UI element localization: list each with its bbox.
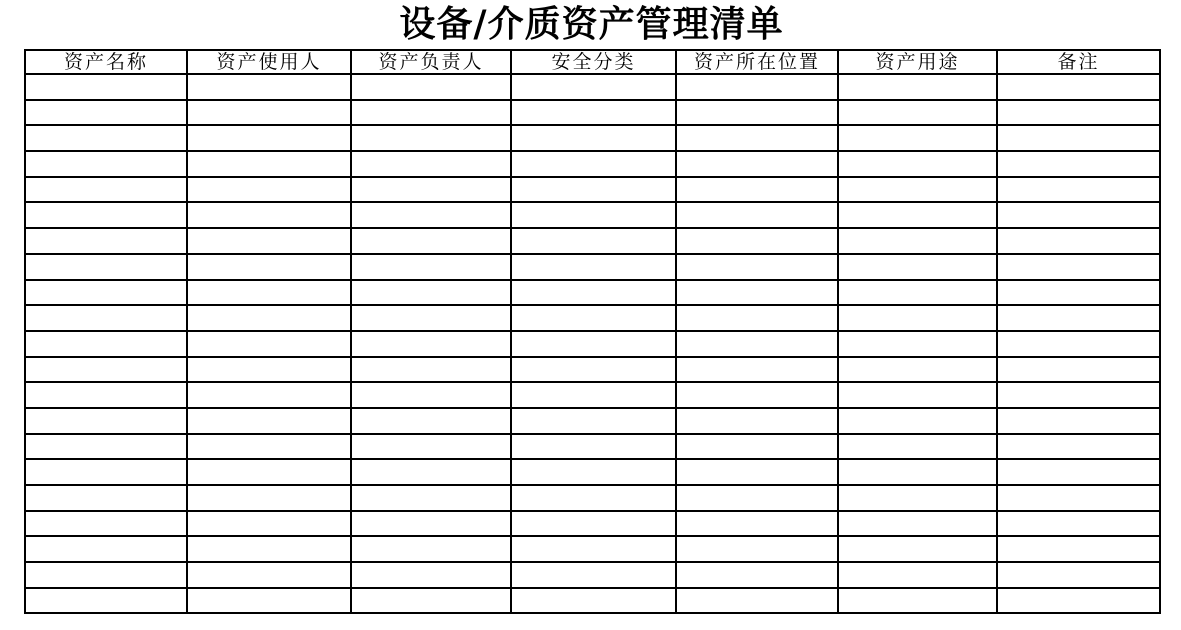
table-cell[interactable] — [838, 280, 997, 306]
table-cell[interactable] — [351, 202, 511, 228]
table-cell[interactable] — [838, 459, 997, 485]
table-cell[interactable] — [187, 562, 351, 588]
column-header-asset-location: 资产所在位置 — [676, 50, 838, 74]
table-cell[interactable] — [187, 536, 351, 562]
table-cell[interactable] — [838, 485, 997, 511]
column-header-asset-name: 资产名称 — [25, 50, 187, 74]
table-cell[interactable] — [187, 434, 351, 460]
table-cell[interactable] — [511, 100, 676, 126]
table-cell[interactable] — [997, 485, 1160, 511]
table-cell[interactable] — [838, 357, 997, 383]
table-cell[interactable] — [187, 202, 351, 228]
table-cell[interactable] — [997, 74, 1160, 100]
table-cell[interactable] — [838, 536, 997, 562]
table-cell[interactable] — [838, 562, 997, 588]
table-cell[interactable] — [511, 382, 676, 408]
table-row — [25, 382, 1160, 408]
table-row — [25, 511, 1160, 537]
table-cell[interactable] — [997, 562, 1160, 588]
table-cell[interactable] — [511, 280, 676, 306]
table-cell[interactable] — [25, 434, 187, 460]
table-cell[interactable] — [187, 382, 351, 408]
table-cell[interactable] — [676, 305, 838, 331]
table-cell[interactable] — [676, 511, 838, 537]
table-row — [25, 434, 1160, 460]
table-cell[interactable] — [676, 280, 838, 306]
column-header-security-classification: 安全分类 — [511, 50, 676, 74]
table-cell[interactable] — [676, 74, 838, 100]
table-row — [25, 357, 1160, 383]
table-cell[interactable] — [25, 280, 187, 306]
table-cell[interactable] — [351, 511, 511, 537]
table-cell[interactable] — [997, 459, 1160, 485]
table-row — [25, 485, 1160, 511]
table-cell[interactable] — [351, 280, 511, 306]
table-cell[interactable] — [351, 434, 511, 460]
table-cell[interactable] — [511, 562, 676, 588]
table-cell[interactable] — [511, 177, 676, 203]
table-cell[interactable] — [838, 331, 997, 357]
table-cell[interactable] — [351, 177, 511, 203]
table-cell[interactable] — [187, 74, 351, 100]
table-cell[interactable] — [511, 125, 676, 151]
table-cell[interactable] — [187, 151, 351, 177]
table-cell[interactable] — [676, 408, 838, 434]
table-cell[interactable] — [676, 562, 838, 588]
table-cell[interactable] — [351, 588, 511, 614]
table-cell[interactable] — [25, 459, 187, 485]
table-cell[interactable] — [25, 536, 187, 562]
table-cell[interactable] — [676, 177, 838, 203]
table-cell[interactable] — [511, 357, 676, 383]
table-cell[interactable] — [187, 588, 351, 614]
table-cell[interactable] — [838, 202, 997, 228]
table-cell[interactable] — [187, 254, 351, 280]
table-cell[interactable] — [676, 228, 838, 254]
table-cell[interactable] — [351, 485, 511, 511]
table-cell[interactable] — [25, 100, 187, 126]
table-cell[interactable] — [997, 331, 1160, 357]
table-cell[interactable] — [187, 459, 351, 485]
table-cell[interactable] — [351, 408, 511, 434]
table-cell[interactable] — [351, 536, 511, 562]
table-cell[interactable] — [997, 280, 1160, 306]
table-row — [25, 536, 1160, 562]
table-cell[interactable] — [25, 151, 187, 177]
table-row — [25, 151, 1160, 177]
table-cell[interactable] — [838, 434, 997, 460]
table-cell[interactable] — [511, 202, 676, 228]
table-row — [25, 459, 1160, 485]
table-cell[interactable] — [997, 125, 1160, 151]
table-row — [25, 100, 1160, 126]
table-row — [25, 254, 1160, 280]
table-cell[interactable] — [351, 305, 511, 331]
table-cell[interactable] — [511, 228, 676, 254]
table-row — [25, 331, 1160, 357]
table-cell[interactable] — [838, 254, 997, 280]
table-cell[interactable] — [187, 305, 351, 331]
table-row — [25, 74, 1160, 100]
table-cell[interactable] — [25, 485, 187, 511]
table-cell[interactable] — [676, 434, 838, 460]
table-cell[interactable] — [187, 177, 351, 203]
table-row — [25, 125, 1160, 151]
table-cell[interactable] — [997, 382, 1160, 408]
table-cell[interactable] — [676, 254, 838, 280]
table-cell[interactable] — [187, 280, 351, 306]
table-cell[interactable] — [838, 305, 997, 331]
table-row — [25, 408, 1160, 434]
table-cell[interactable] — [838, 228, 997, 254]
table-cell[interactable] — [676, 382, 838, 408]
table-cell[interactable] — [997, 588, 1160, 614]
table-cell[interactable] — [25, 408, 187, 434]
table-row — [25, 202, 1160, 228]
table-cell[interactable] — [511, 459, 676, 485]
table-cell[interactable] — [351, 151, 511, 177]
table-cell[interactable] — [187, 100, 351, 126]
table-cell[interactable] — [838, 100, 997, 126]
table-cell[interactable] — [25, 382, 187, 408]
table-cell[interactable] — [838, 151, 997, 177]
table-cell[interactable] — [351, 74, 511, 100]
table-row — [25, 562, 1160, 588]
table-cell[interactable] — [187, 228, 351, 254]
asset-management-table — [24, 49, 1161, 614]
column-header-asset-owner: 资产负责人 — [351, 50, 511, 74]
table-row — [25, 280, 1160, 306]
table-cell[interactable] — [351, 125, 511, 151]
table-cell[interactable] — [997, 177, 1160, 203]
table-cell[interactable] — [25, 331, 187, 357]
table-cell[interactable] — [676, 202, 838, 228]
table-cell[interactable] — [187, 357, 351, 383]
table-row — [25, 228, 1160, 254]
table-cell[interactable] — [511, 74, 676, 100]
table-cell[interactable] — [838, 588, 997, 614]
table-cell[interactable] — [997, 434, 1160, 460]
table-cell[interactable] — [25, 177, 187, 203]
table-cell[interactable] — [25, 254, 187, 280]
table-cell[interactable] — [25, 228, 187, 254]
table-cell[interactable] — [351, 254, 511, 280]
table-cell[interactable] — [838, 511, 997, 537]
table-cell[interactable] — [187, 485, 351, 511]
table-cell[interactable] — [838, 125, 997, 151]
table-cell[interactable] — [997, 254, 1160, 280]
table-cell[interactable] — [997, 408, 1160, 434]
table-cell[interactable] — [187, 331, 351, 357]
table-cell[interactable] — [676, 125, 838, 151]
table-cell[interactable] — [838, 177, 997, 203]
table-cell[interactable] — [25, 511, 187, 537]
table-cell[interactable] — [997, 202, 1160, 228]
column-header-remarks: 备注 — [997, 50, 1160, 74]
table-cell[interactable] — [676, 151, 838, 177]
table-row — [25, 588, 1160, 614]
table-cell[interactable] — [511, 305, 676, 331]
table-cell[interactable] — [25, 588, 187, 614]
table-cell[interactable] — [25, 357, 187, 383]
table-cell[interactable] — [25, 125, 187, 151]
table-cell[interactable] — [351, 382, 511, 408]
table-cell[interactable] — [25, 202, 187, 228]
table-cell[interactable] — [997, 536, 1160, 562]
table-cell[interactable] — [676, 485, 838, 511]
table-cell[interactable] — [511, 588, 676, 614]
table-cell[interactable] — [187, 408, 351, 434]
table-cell[interactable] — [351, 459, 511, 485]
table-cell[interactable] — [997, 151, 1160, 177]
table-cell[interactable] — [997, 357, 1160, 383]
table-cell[interactable] — [351, 100, 511, 126]
table-body — [25, 74, 1160, 613]
table-cell[interactable] — [511, 511, 676, 537]
table-cell[interactable] — [25, 562, 187, 588]
table-cell[interactable] — [997, 100, 1160, 126]
table-cell[interactable] — [676, 588, 838, 614]
table-cell[interactable] — [997, 228, 1160, 254]
table-cell[interactable] — [838, 408, 997, 434]
table-cell[interactable] — [511, 434, 676, 460]
table-cell[interactable] — [187, 125, 351, 151]
table-cell[interactable] — [676, 357, 838, 383]
table-cell[interactable] — [187, 511, 351, 537]
column-header-asset-user: 资产使用人 — [187, 50, 351, 74]
table-cell[interactable] — [511, 536, 676, 562]
table-cell[interactable] — [351, 228, 511, 254]
table-cell[interactable] — [676, 331, 838, 357]
table-cell[interactable] — [676, 459, 838, 485]
table-cell[interactable] — [838, 382, 997, 408]
table-cell[interactable] — [511, 408, 676, 434]
table-cell[interactable] — [25, 305, 187, 331]
table-cell[interactable] — [351, 562, 511, 588]
column-header-asset-purpose: 资产用途 — [838, 50, 997, 74]
table-cell[interactable] — [511, 254, 676, 280]
table-cell[interactable] — [351, 357, 511, 383]
table-row — [25, 305, 1160, 331]
table-cell[interactable] — [676, 536, 838, 562]
table-cell[interactable] — [838, 74, 997, 100]
table-cell[interactable] — [511, 485, 676, 511]
table-cell[interactable] — [997, 511, 1160, 537]
table-cell[interactable] — [997, 305, 1160, 331]
table-cell[interactable] — [25, 74, 187, 100]
header-row — [25, 50, 1160, 74]
table-cell[interactable] — [676, 100, 838, 126]
table-row — [25, 177, 1160, 203]
table-cell[interactable] — [511, 151, 676, 177]
table-cell[interactable] — [351, 331, 511, 357]
page-title: 设备/介质资产管理清单 — [399, 3, 784, 45]
table-cell[interactable] — [511, 331, 676, 357]
